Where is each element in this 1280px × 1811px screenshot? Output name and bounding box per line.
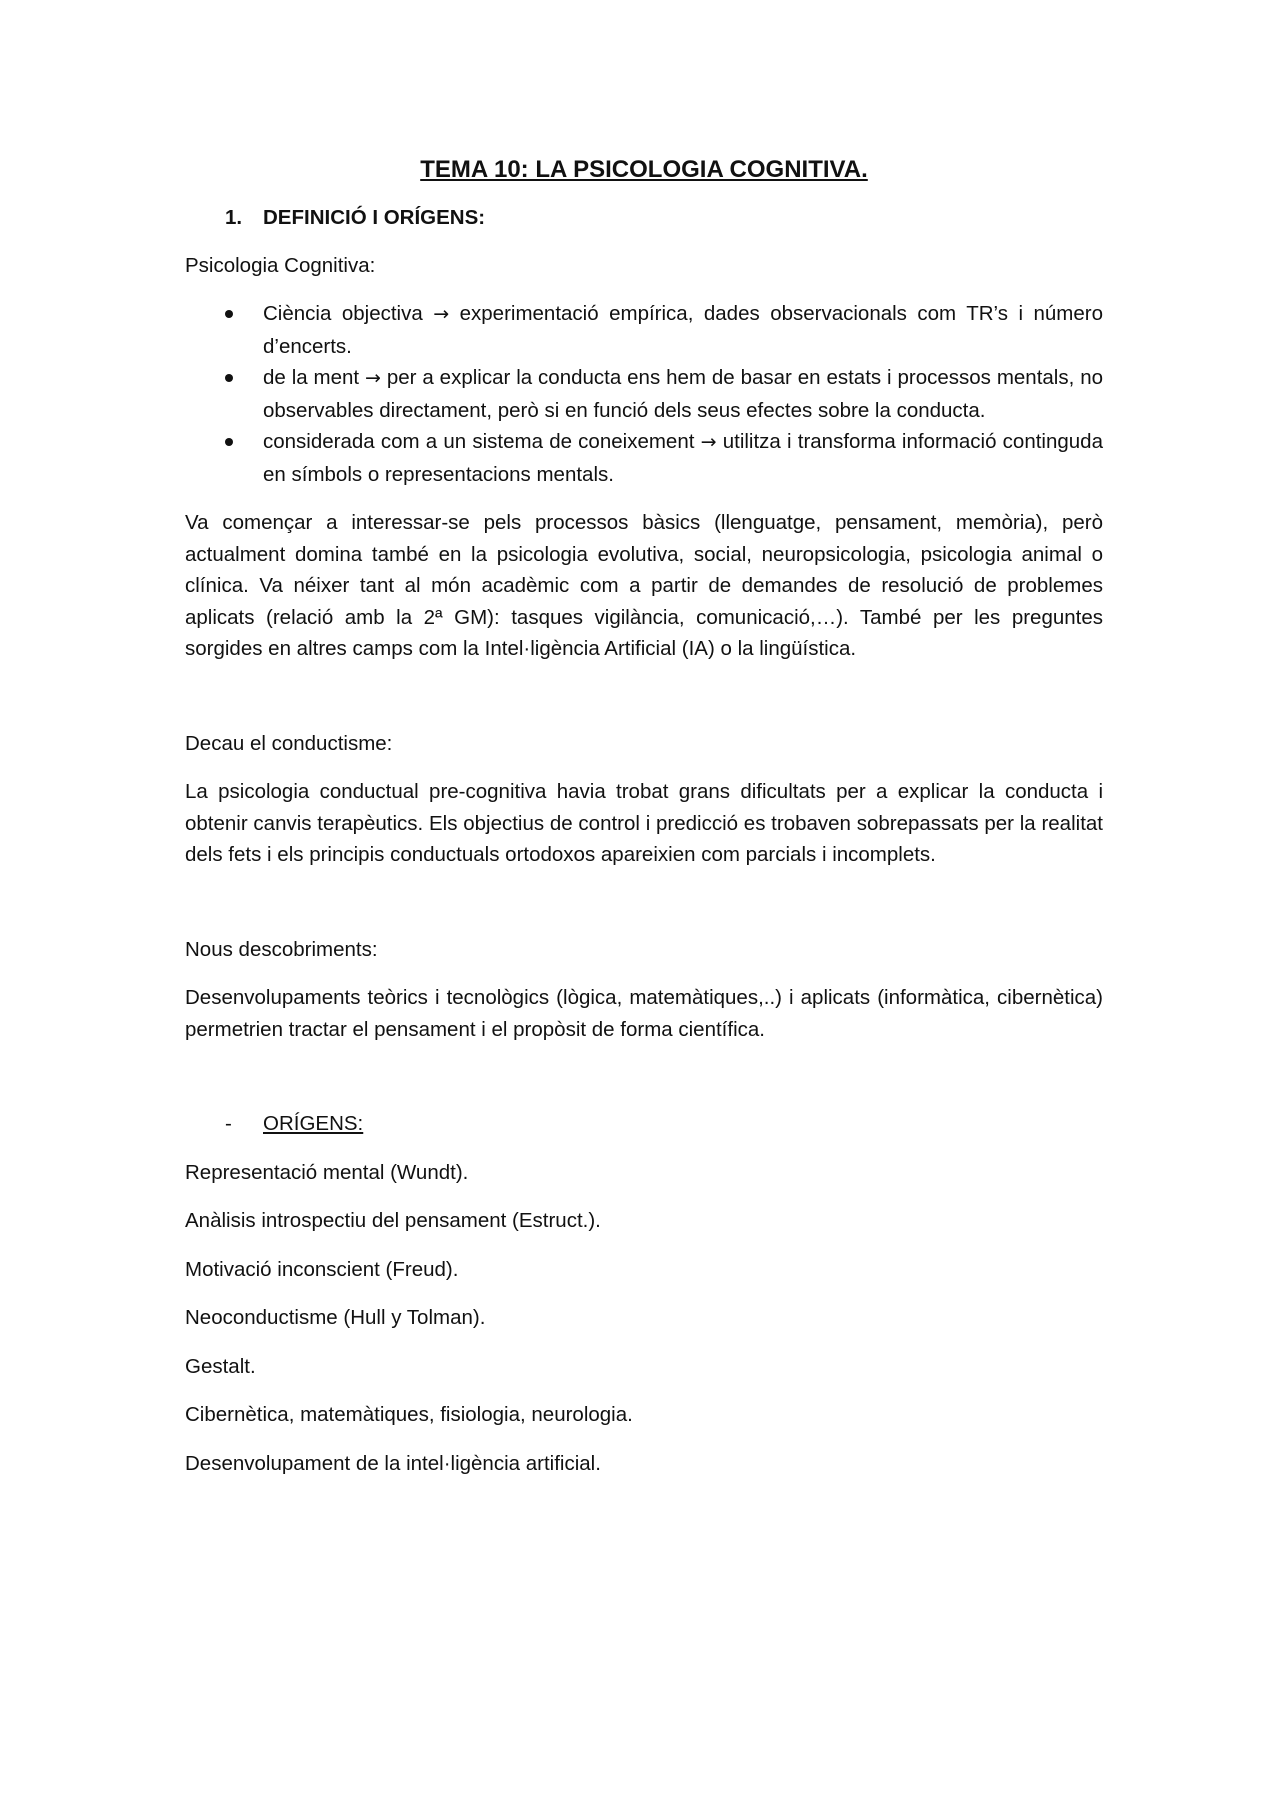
arrow-right-icon: → — [700, 431, 717, 453]
bullet-text: de la ment — [263, 366, 366, 389]
arrow-right-icon: → — [433, 303, 450, 325]
origens-item: Cibernètica, matemàtiques, fisiologia, neurologia. — [185, 1403, 633, 1426]
nous-label: Nous descobriments: — [185, 937, 378, 961]
section-heading — [185, 202, 1103, 234]
origens-item: Representació mental (Wundt). — [185, 1160, 469, 1184]
bullet-icon — [225, 374, 233, 382]
bullet-text: utilitza i transforma informació continguda en símbols o representacions mentals. — [263, 430, 1103, 486]
origens-item: Desenvolupament de la intel·ligència artificial. — [185, 1451, 601, 1475]
intro-paragraph: Va començar a interessar-se pels processos bàsics (llenguatge, pensament, memòria), però actualment domina també en la psicologia evolutiva, social, neuropsicologia, psicologia animal o clínica. Va néixer tant al món acadèmic com a partir de demandes de resolució de problemes aplicats (relació amb la 2ª GM): tasques vigilància, comunicació,…). També per les preguntes sorgides en altres camps com la Intel·ligència Artificial (IA) o la lingüística. — [185, 511, 1103, 660]
bullet-text: Ciència objectiva — [263, 302, 434, 325]
origens-subheading — [185, 1108, 1103, 1140]
dash-icon: - — [225, 1112, 232, 1135]
section-heading-text: DEFINICIÓ I ORÍGENS: — [263, 206, 486, 229]
bullet-item — [185, 426, 1103, 490]
bullet-text: considerada com a un sistema de coneixement — [263, 430, 701, 453]
blank-line — [185, 888, 1103, 934]
origens-item: Motivació inconscient (Freud). — [185, 1257, 459, 1281]
blank-line — [185, 682, 1103, 728]
section-number: 1. — [225, 206, 243, 229]
page-title-text: TEMA 10: LA PSICOLOGIA COGNITIVA. — [420, 156, 868, 183]
origens-item: Gestalt. — [185, 1354, 256, 1378]
document-page — [185, 152, 1103, 1496]
origens-item: Anàlisis introspectiu del pensament (Estruct.). — [185, 1209, 601, 1232]
page-title — [185, 152, 1103, 188]
origens-label: ORÍGENS: — [263, 1112, 364, 1135]
decau-label: Decau el conductisme: — [185, 731, 393, 755]
psicologia-cognitiva-label: Psicologia Cognitiva: — [185, 253, 376, 277]
blank-line — [185, 1062, 1103, 1108]
bullet-icon — [225, 438, 233, 446]
bullet-item — [185, 362, 1103, 426]
arrow-right-icon: → — [365, 367, 381, 389]
decau-paragraph: La psicologia conductual pre-cognitiva havia trobat grans dificultats per a explicar la conducta i obtenir canvis terapèutics. Els objectius de control i predicció es trobaven sobrepassats per la realitat dels fets i els principis conductuals ortodoxos apareixien com parcials i incomplets. — [185, 780, 1103, 866]
bullet-item — [185, 298, 1103, 362]
bullet-icon — [225, 310, 233, 318]
bullet-text: experimentació empírica, dades observacionals com TR’s i número d’encerts. — [263, 302, 1103, 358]
origens-item: Neoconductisme (Hull y Tolman). — [185, 1306, 486, 1329]
definition-bullet-list — [185, 298, 1103, 490]
bullet-text: per a explicar la conducta ens hem de basar en estats i processos mentals, no observables directament, però si en funció dels seus efectes sobre la conducta. — [263, 366, 1103, 422]
nous-paragraph: Desenvolupaments teòrics i tecnològics (lògica, matemàtiques,..) i aplicats (informàtica, cibernètica) permetrien tractar el pensament i el propòsit de forma científica. — [185, 986, 1103, 1041]
